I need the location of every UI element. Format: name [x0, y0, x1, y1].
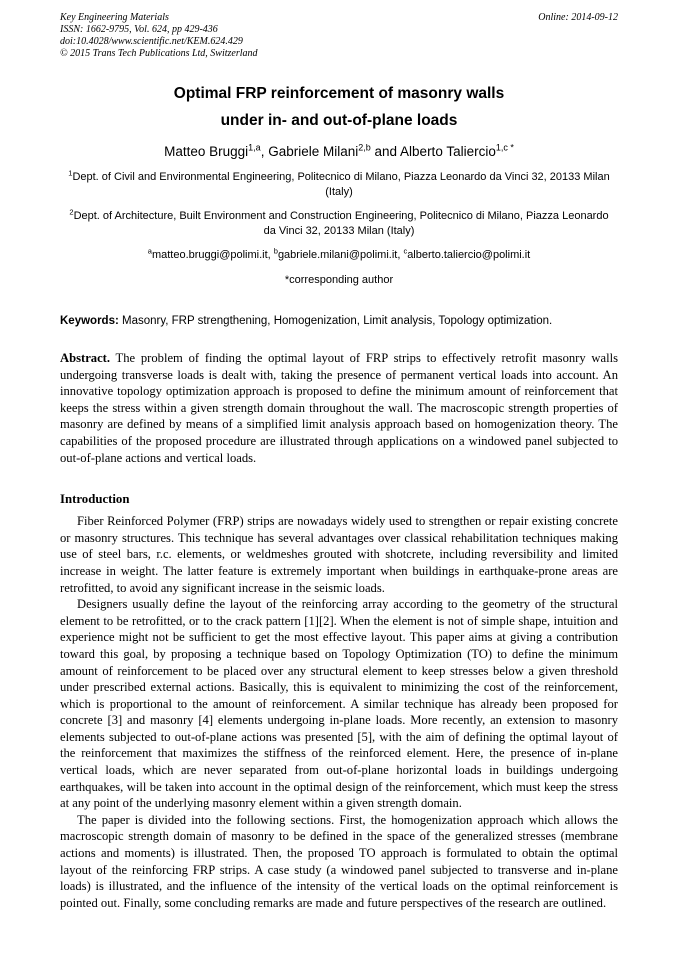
- online-date: Online: 2014-09-12: [538, 12, 618, 23]
- section-heading-introduction: Introduction: [60, 492, 130, 507]
- journal-name: Key Engineering Materials: [60, 12, 169, 23]
- author-name-2: Gabriele Milani: [268, 144, 359, 159]
- corresponding-author-note: *corresponding author: [284, 273, 394, 286]
- introduction-paragraph-1: Fiber Reinforced Polymer (FRP) strips are nowadays widely used to strengthen or repair existing concrete or masonry structures. This technique has several advantages over classical rehabilitation techniques making use of steel bars, r.c. elements, or weldmeshes grouted with shotcrete, including reversibility and limited increase in weight. The latter feature is extremely important when buildings in earthquake-prone areas are retrofitted, to avoid any significant increase in the seismic loads.: [60, 514, 618, 595]
- keywords-label: Keywords:: [60, 315, 119, 327]
- author-separator-1: ,: [260, 144, 269, 159]
- introduction-paragraph-3: The paper is divided into the following sections. First, the homogenization approach which allows the macroscopic strength domain of masonry to be defined in the space of the generalized stresses (membrane actions and moments) is illustrated. Then, the proposed TO approach is formulated to obtain the optimal layout of the reinforcing FRP strips. A case study (a windowed panel subjected to transverse and in-plane loads) is illustrated, and the influence of the intensity of the vertical loads on the optimal reinforcement is pointed out. Finally, some concluding remarks are made and future perspectives of the research are outlined.: [60, 812, 618, 910]
- email-superscript-b: b: [273, 246, 278, 256]
- keywords-line: [60, 314, 618, 329]
- publication-info: [60, 12, 258, 60]
- issn-volume-pages: ISSN: 1662-9795, Vol. 624, pp 429-436: [60, 24, 218, 35]
- affiliation-1: [60, 170, 618, 199]
- affiliation-2: [60, 209, 618, 238]
- doi-line: doi:10.4028/www.scientific.net/KEM.624.429: [60, 36, 243, 47]
- paper-title-line1: Optimal FRP reinforcement of masonry walls: [173, 85, 505, 102]
- email-superscript-c: c: [403, 246, 408, 256]
- affiliation-1-text: Dept. of Civil and Environmental Engineering, Politecnico di Milano, Piazza Leonardo da Vinci 32, 20133 Milan (Italy): [72, 171, 610, 198]
- author-emails-line: [60, 248, 618, 263]
- abstract-label: Abstract.: [60, 351, 111, 365]
- author-name-3: Alberto Taliercio: [400, 144, 496, 159]
- copyright-line: © 2015 Trans Tech Publications Ltd, Switzerland: [60, 48, 258, 59]
- email-superscript-a: a: [147, 246, 152, 256]
- abstract-text: The problem of finding the optimal layout of FRP strips to effectively retrofit masonry walls undergoing transverse loads is dealt with, taking the presence of permanent vertical loads into account. An innovative topology optimization approach is proposed to define the minimum amount of reinforcement that keeps the stress within a given strength domain throughout the wall. The macroscopic strength properties of masonry are defined by means of a simplified limit analysis approach based on homogenization theory. The capabilities of the proposed procedure are illustrated through applications on a windowed panel subjected to out-of-plane actions and vertical loads.: [60, 351, 618, 465]
- keywords-text: Masonry, FRP strengthening, Homogenization, Limit analysis, Topology optimization.: [118, 315, 553, 327]
- email-address-3: alberto.taliercio@polimi.it: [407, 249, 531, 261]
- affiliation-2-superscript: 2: [69, 207, 74, 217]
- publication-header: [60, 12, 618, 60]
- author-superscript-1: 1,a: [248, 142, 261, 153]
- introduction-paragraph-2: Designers usually define the layout of the reinforcing array according to the geometry of the structural element to be retrofitted, or to the crack pattern [1][2]. When the element is not of simple shape, intuition and experience might not be sufficient to get the most effective layout. This paper aims at giving a contribution toward this goal, by proposing a technique based on Topology Optimization (TO) to define the minimum amount of reinforcement to be placed over any structural element to keep stresses below a given threshold under prescribed external actions. Basically, this is equivalent to minimizing the cost of the reinforcement, which is proportional to the amount of reinforcement. A similar technique has already been proposed for concrete [3] and masonry [4] elements undergoing in-plane loads. More recently, an extension to masonry elements subjected to out-of-plane actions was presented [5], with the aim of defining the optimal layout of the reinforcement that maximizes the stiffness of the reinforced element. Here, the presence of in-plane vertical loads, which are never separated from out-of-plane horizontal loads in buildings undergoing earthquakes, will be taken into account in the optimal design of the reinforcement, which must keep the stress at any point of the underlying masonry element within a given strength domain.: [60, 597, 618, 811]
- author-superscript-2: 2,b: [358, 142, 371, 153]
- affiliation-2-text: Dept. of Architecture, Built Environment and Construction Engineering, Politecnico di Milano, Piazza Leonardo da Vinci 32, 20133 Milan (Italy): [73, 210, 609, 237]
- email-address-1: matteo.bruggi@polimi.it,: [151, 249, 274, 261]
- author-separator-2: and: [370, 144, 401, 159]
- author-name-1: Matteo Bruggi: [164, 144, 249, 159]
- abstract-paragraph: [60, 350, 618, 466]
- authors-line: [60, 143, 618, 160]
- author-superscript-3: 1,c *: [495, 142, 514, 153]
- affiliation-1-superscript: 1: [68, 168, 73, 178]
- email-address-2: gabriele.milani@polimi.it,: [277, 249, 404, 261]
- paper-title-line2: under in- and out-of-plane loads: [220, 112, 458, 129]
